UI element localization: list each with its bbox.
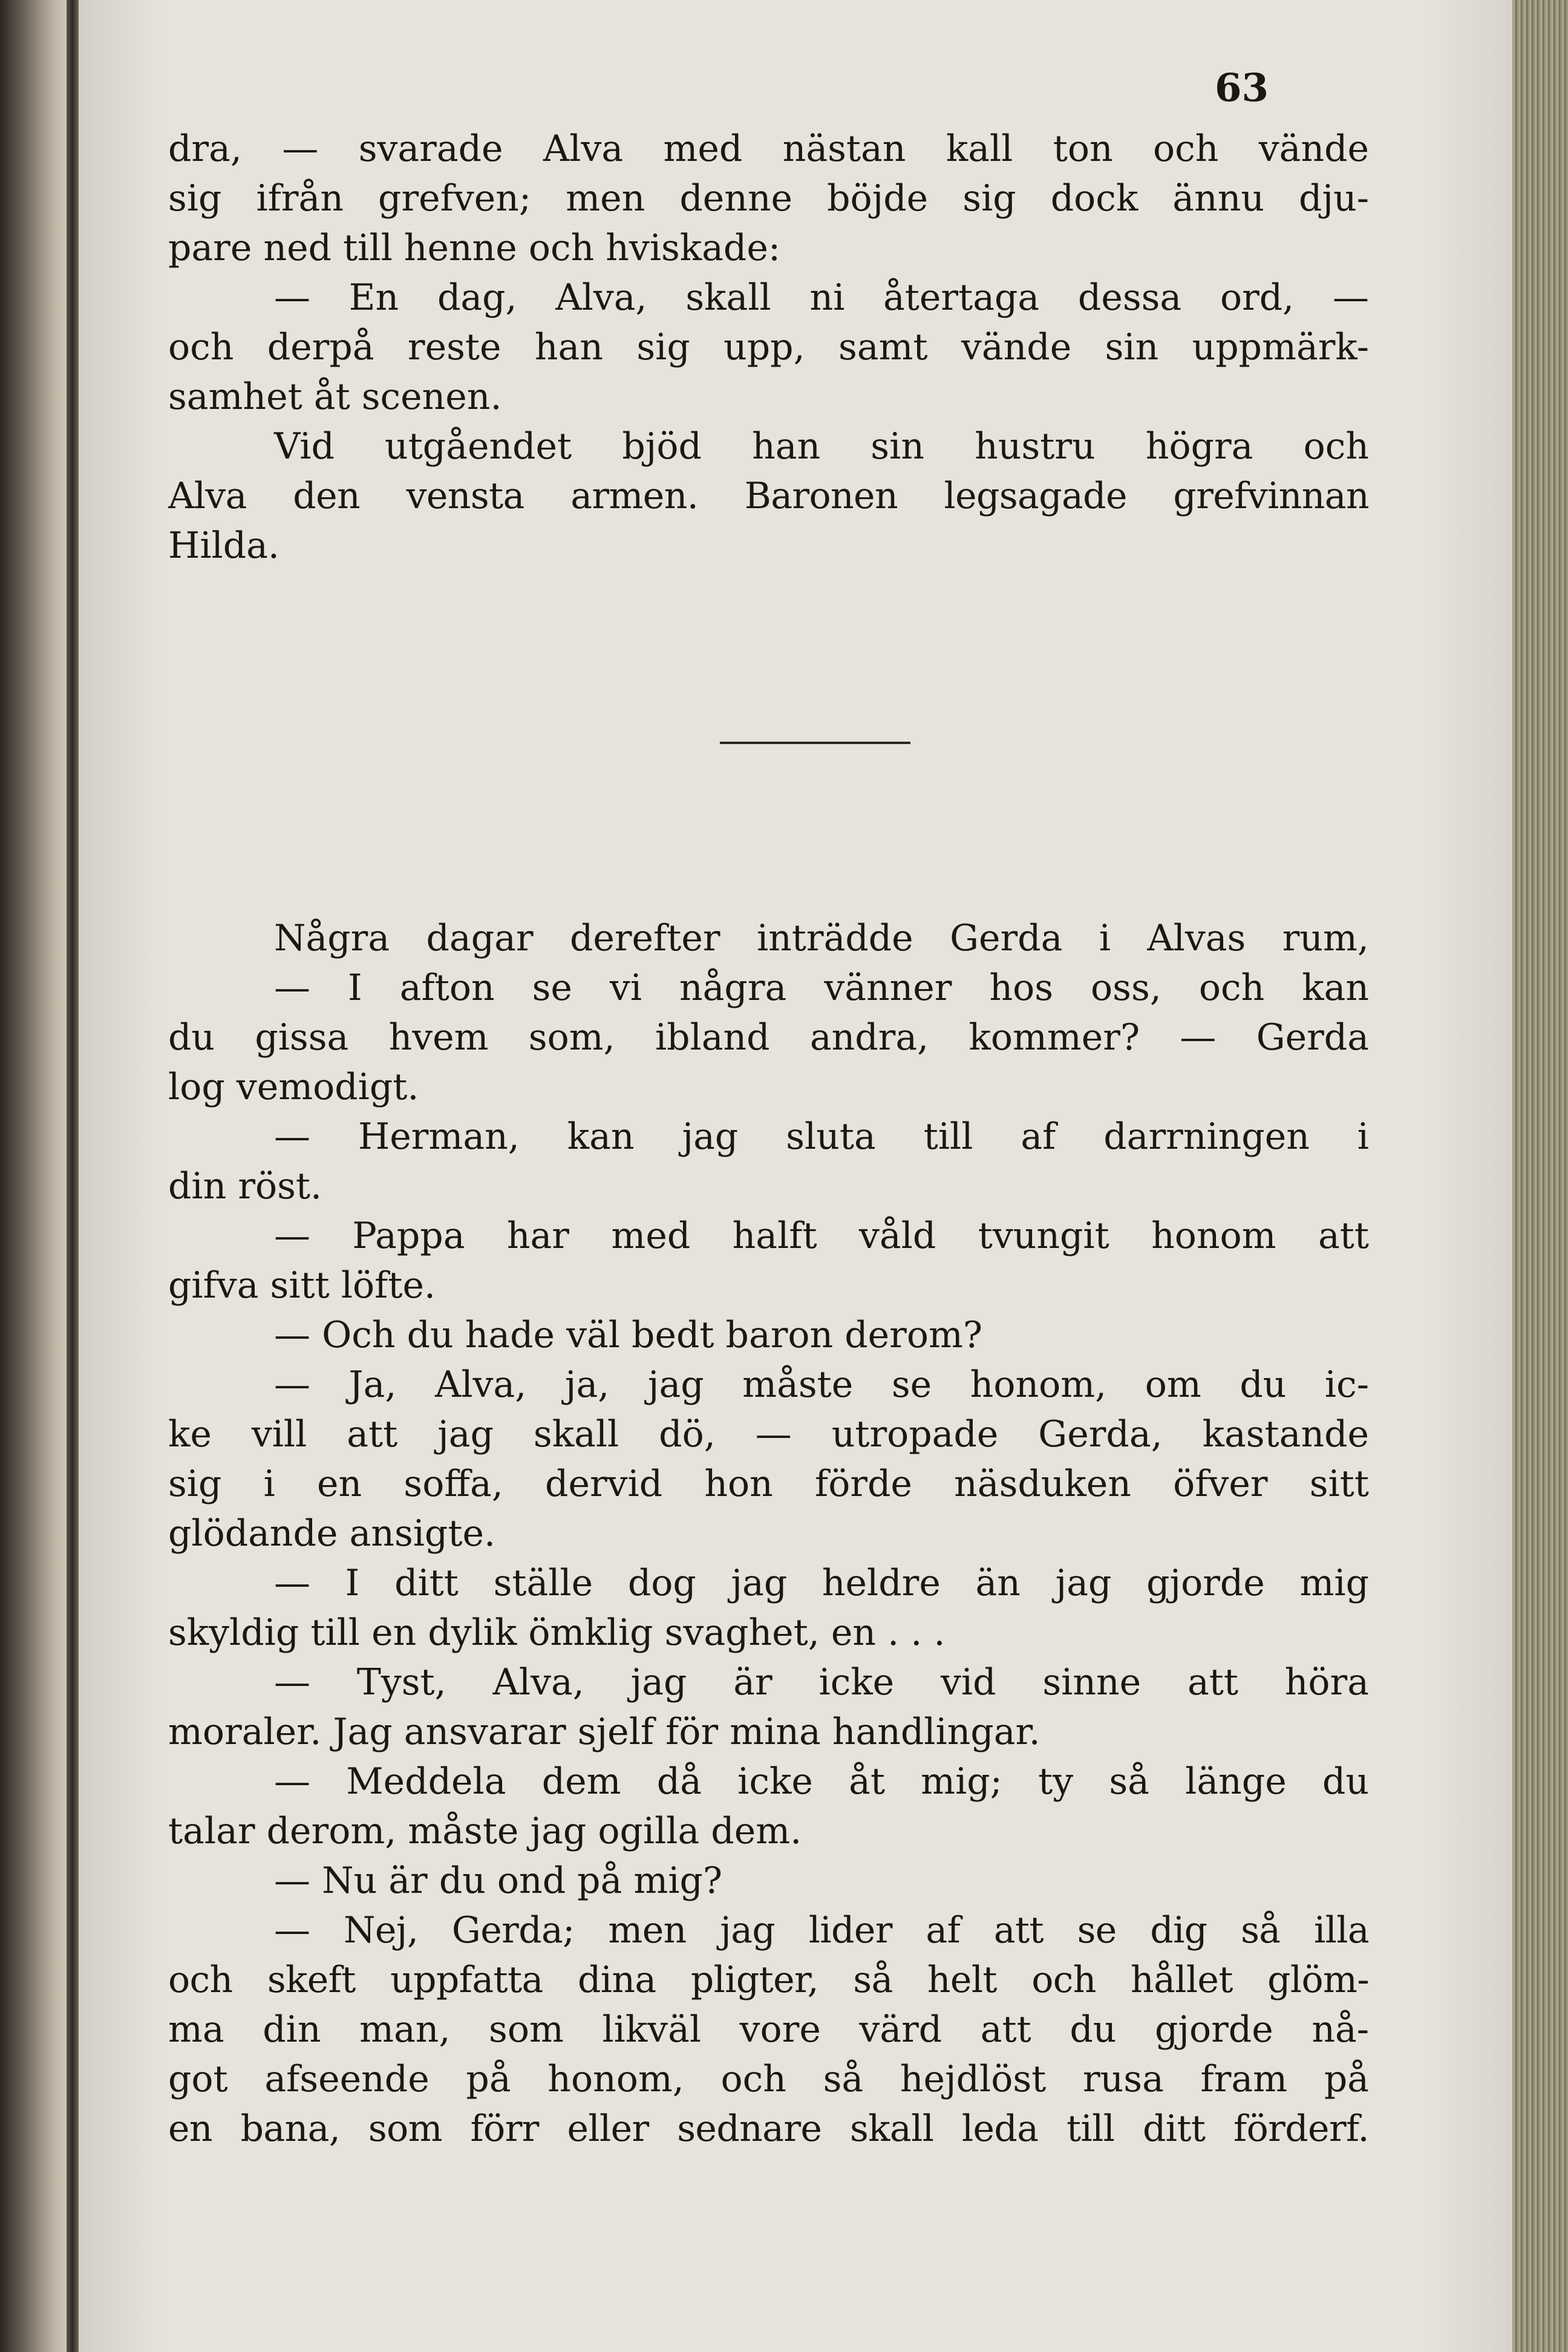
- section-divider: [720, 742, 910, 744]
- text-line: — Och du hade väl bedt baron derom?: [274, 1314, 983, 1356]
- text-line: talar derom, måste jag ogilla dem.: [168, 1810, 802, 1852]
- text-line: Några dagar derefter inträdde Gerda i Alvas rum,: [274, 917, 1369, 959]
- text-line: du gissa hvem som, ibland andra, kommer? — Gerda: [168, 1016, 1369, 1059]
- text-line: — Nu är du ond på mig?: [274, 1860, 723, 1902]
- page-stack-edge: [1512, 0, 1568, 2352]
- text-line: — Meddela dem då icke åt mig; ty så länge du: [274, 1760, 1369, 1803]
- text-line: — Nej, Gerda; men jag lider af att se dig så illa: [274, 1909, 1369, 1952]
- text-line: glödande ansigte.: [168, 1512, 496, 1555]
- book-gutter: [67, 0, 79, 2352]
- text-line: Hilda.: [168, 524, 279, 567]
- text-block-upper: [168, 124, 1369, 570]
- text-line: skyldig till en dylik ömklig svaghet, en . . .: [168, 1612, 946, 1654]
- text-line: pare ned till henne och hviskade:: [168, 227, 781, 269]
- text-line: gifva sitt löfte.: [168, 1264, 436, 1307]
- text-line: got afseende på honom, och så hejdlöst rusa fram på: [168, 2058, 1369, 2100]
- text-line: — Pappa har med halft våld tvungit honom att: [274, 1215, 1369, 1257]
- text-line: en bana, som förr eller sednare skall leda till ditt förderf.: [168, 2108, 1369, 2150]
- text-line: Alva den vensta armen. Baronen legsagade grefvinnan: [168, 475, 1369, 517]
- text-line: sig ifrån grefven; men denne böjde sig dock ännu dju-: [168, 177, 1369, 220]
- text-line: din röst.: [168, 1165, 322, 1207]
- text-line: moraler. Jag ansvarar sjelf för mina handlingar.: [168, 1711, 1040, 1753]
- text-line: — Herman, kan jag sluta till af darrningen i: [274, 1116, 1369, 1158]
- text-line: Vid utgåendet bjöd han sin hustru högra och: [274, 425, 1369, 468]
- text-line: — I ditt ställe dog jag heldre än jag gjorde mig: [274, 1562, 1369, 1604]
- text-line: — Tyst, Alva, jag är icke vid sinne att höra: [274, 1661, 1369, 1704]
- text-line: — En dag, Alva, skall ni återtaga dessa ord, —: [274, 276, 1369, 319]
- text-block-lower: [168, 913, 1369, 2154]
- text-line: ke vill att jag skall dö, — utropade Gerda, kastande: [168, 1413, 1369, 1455]
- book-page: [79, 0, 1512, 2352]
- text-line: samhet åt scenen.: [168, 376, 502, 418]
- text-line: log vemodigt.: [168, 1066, 419, 1108]
- text-line: och skeft uppfatta dina pligter, så helt och hållet glöm-: [168, 1959, 1369, 2001]
- text-line: och derpå reste han sig upp, samt vände sin uppmärk-: [168, 326, 1369, 368]
- text-line: — Ja, Alva, ja, jag måste se honom, om du ic-: [274, 1364, 1369, 1406]
- text-line: sig i en soffa, dervid hon förde näsduken öfver sitt: [168, 1463, 1369, 1505]
- text-line: ma din man, som likväl vore värd att du gjorde nå-: [168, 2008, 1369, 2051]
- text-line: — I afton se vi några vänner hos oss, och kan: [274, 967, 1369, 1009]
- text-line: dra, — svarade Alva med nästan kall ton och vände: [168, 128, 1369, 170]
- previous-page-edge: [0, 0, 67, 2352]
- page-number: 63: [1215, 65, 1269, 111]
